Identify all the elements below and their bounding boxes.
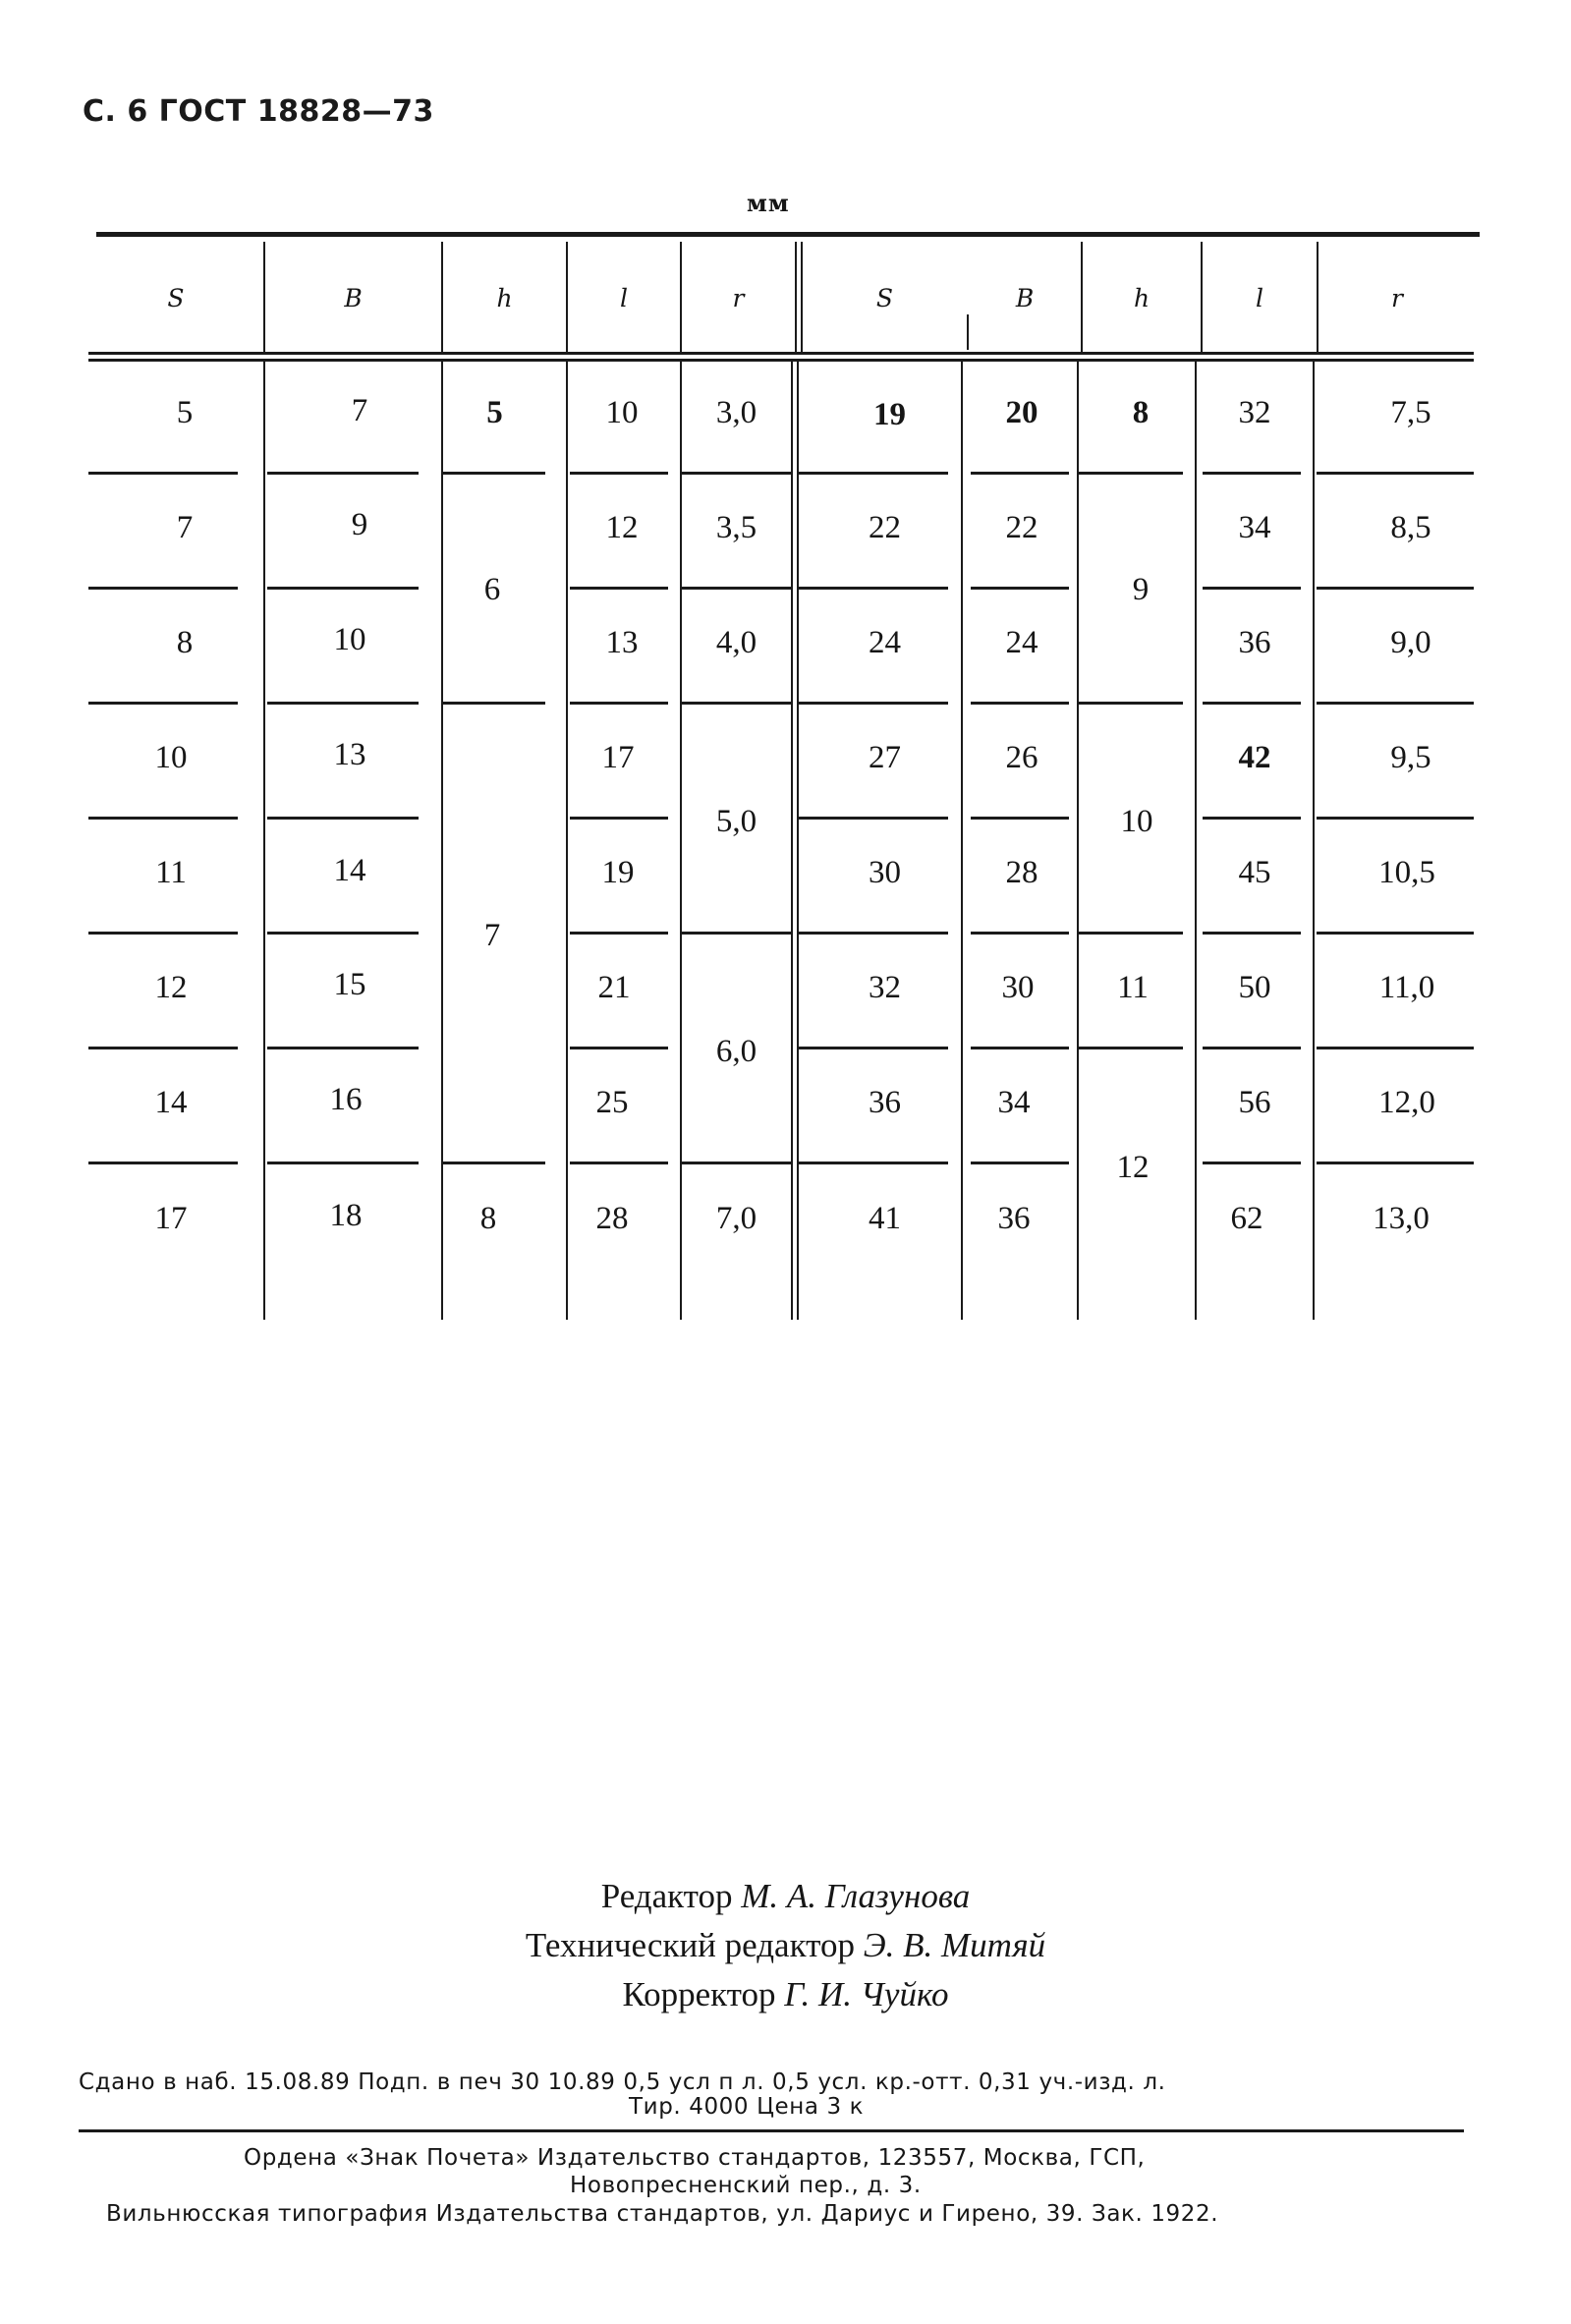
table-cell: 7,5 [1390,395,1431,430]
table-cell: 62 [1230,1201,1263,1236]
table-cell: 6 [483,572,501,607]
table-cell: 9,0 [1390,625,1431,660]
table-cell: 17 [601,740,635,775]
table-cell: 8 [479,1201,497,1236]
row-rule [799,472,948,475]
table-cell: 20 [1005,395,1038,430]
table-cell: 19 [601,855,635,890]
row-rule [88,587,238,590]
units-label: мм [747,189,790,217]
row-rule [682,587,791,590]
header-rule-2 [88,359,1474,362]
row-rule [443,702,545,705]
row-rule [570,472,668,475]
row-rule [1317,587,1474,590]
row-rule [443,1162,545,1164]
table-cell: 15 [333,967,366,1002]
row-rule [1203,1162,1301,1164]
table-cell: 10 [605,395,639,430]
row-rule [1317,472,1474,475]
col-divider-double [797,362,799,1320]
table-cell: 8 [176,625,194,660]
row-rule [570,1162,668,1164]
row-rule [1317,932,1474,935]
row-rule [88,932,238,935]
table-cell: 22 [869,510,901,545]
table-cell: 17 [154,1201,188,1236]
table-cell: 7,0 [715,1201,757,1236]
table-cell: 34 [1238,510,1271,545]
table-cell: 7 [483,918,501,953]
col-divider [566,362,568,1320]
row-rule [267,702,419,705]
table-cell: 9 [1132,572,1150,607]
table-cell: 11 [1117,970,1149,1005]
page-header: С. 6 ГОСТ 18828—73 [83,94,434,129]
row-rule [1203,702,1301,705]
row-rule [267,472,419,475]
row-rule [1203,1047,1301,1049]
row-rule [971,932,1069,935]
table-cell: 24 [869,625,901,660]
table-cell: 5,0 [715,804,757,839]
imprint-rule [79,2129,1464,2132]
tech-editor-label: Технический редактор [525,1926,855,1964]
tech-editor-name: Э. В. Митяй [863,1926,1046,1964]
imprint-line-3: Ордена «Знак Почета» Издательство стандартов, 123557, Москва, ГСП, [244,2145,1146,2171]
table-cell: 24 [1005,625,1038,660]
header-rule-1 [88,352,1474,355]
table-cell: 12 [605,510,639,545]
column-header: S [875,284,894,312]
imprint-line-4: Новопресненский пер., д. 3. [570,2173,922,2198]
row-rule [267,1047,419,1049]
column-header: r [732,284,745,312]
editor-name: М. А. Глазунова [741,1877,971,1915]
table-cell: 18 [329,1198,363,1233]
row-rule [799,932,948,935]
table-cell: 3,5 [715,510,757,545]
col-divider-double [791,362,793,1320]
row-rule [267,1162,419,1164]
row-rule [799,1047,948,1049]
row-rule [971,587,1069,590]
row-rule [971,817,1069,820]
corrector-name: Г. И. Чуйко [784,1975,949,2013]
column-header: S [167,284,185,312]
table-cell: 36 [1238,625,1271,660]
table-cell: 36 [997,1201,1031,1236]
table-cell: 13 [333,737,366,772]
col-divider-double [795,242,797,352]
table-cell: 27 [869,740,901,775]
row-rule [799,1162,948,1164]
corrector-line [0,1970,1571,2019]
row-rule [1079,932,1183,935]
row-rule [1203,587,1301,590]
table-cell: 9 [351,507,368,542]
editor-label: Редактор [600,1877,733,1915]
table-cell: 42 [1238,740,1271,775]
table-cell: 14 [333,853,366,888]
tech-editor-line [0,1921,1571,1970]
table-cell: 50 [1238,970,1271,1005]
table-cell: 10 [1120,804,1153,839]
column-header: l [620,284,628,312]
row-rule [267,817,419,820]
table-cell: 11,0 [1378,970,1435,1005]
table-cell: 16 [329,1082,363,1117]
column-header: l [1256,284,1263,312]
table-cell: 22 [1005,510,1038,545]
table-cell: 12 [154,970,188,1005]
table-cell: 12 [1116,1150,1150,1185]
table-cell: 45 [1238,855,1271,890]
table-cell: 30 [869,855,901,890]
table-cell: 32 [1238,395,1271,430]
row-rule [1317,1162,1474,1164]
table-cell: 8,5 [1390,510,1431,545]
imprint-line-1: Сдано в наб. 15.08.89 Подп. в печ 30 10.89 0,5 усл п л. 0,5 усл. кр.-отт. 0,31 уч.-изд. л. [79,2069,1166,2095]
table-cell: 10 [154,740,188,775]
row-rule [799,702,948,705]
row-rule [1203,472,1301,475]
table-cell: 9,5 [1390,740,1431,775]
table-cell: 28 [595,1201,629,1236]
row-rule [570,932,668,935]
row-rule [971,1047,1069,1049]
row-rule [88,1162,238,1164]
table-cell: 10,5 [1378,855,1435,890]
row-rule [1317,702,1474,705]
column-header: r [1391,284,1403,312]
table-cell: 41 [869,1201,901,1236]
table-cell: 13 [605,625,639,660]
table-cell: 5 [176,395,194,430]
table-cell: 30 [1001,970,1035,1005]
row-rule [682,932,791,935]
row-rule [1079,472,1183,475]
row-rule [88,702,238,705]
imprint-line-5: Вильнюсская типография Издательства стандартов, ул. Дариус и Гирено, 39. Зак. 1922. [106,2201,1219,2227]
row-rule [1203,932,1301,935]
table-cell: 8 [1132,395,1150,430]
row-rule [799,587,948,590]
column-header: B [1015,284,1035,312]
table-cell: 56 [1238,1085,1271,1120]
row-rule [570,587,668,590]
table-cell: 6,0 [715,1034,757,1069]
table-cell: 13,0 [1373,1201,1430,1236]
imprint-line-2: Тир. 4000 Цена 3 к [629,2094,865,2120]
row-rule [88,817,238,820]
row-rule [1317,1047,1474,1049]
credits-block [0,1872,1571,2019]
row-rule [88,1047,238,1049]
table-top-rule [96,232,1480,237]
row-rule [570,702,668,705]
table-cell: 26 [1005,740,1038,775]
row-rule [88,472,238,475]
row-rule [682,472,791,475]
col-divider [961,362,963,1320]
corrector-label: Корректор [622,1975,776,2013]
table-cell: 34 [997,1085,1031,1120]
col-divider [967,314,969,350]
column-header: B [344,284,363,312]
row-rule [799,817,948,820]
table-cell: 7 [351,393,368,428]
row-rule [267,932,419,935]
table-cell: 11 [155,855,187,890]
table-cell: 10 [333,622,366,657]
table-cell: 12,0 [1378,1085,1435,1120]
row-rule [682,702,791,705]
row-rule [570,817,668,820]
table-cell: 14 [154,1085,188,1120]
table-cell: 7 [176,510,194,545]
row-rule [1079,1047,1183,1049]
editor-line [0,1872,1571,1921]
column-header: h [496,284,513,312]
table-cell: 25 [595,1085,629,1120]
row-rule [1079,702,1183,705]
row-rule [971,702,1069,705]
row-rule [682,1162,791,1164]
row-rule [1317,817,1474,820]
table-cell: 19 [873,397,906,432]
row-rule [971,472,1069,475]
row-rule [570,1047,668,1049]
table-cell: 32 [869,970,901,1005]
table-cell: 36 [869,1085,901,1120]
column-header: h [1133,284,1150,312]
row-rule [971,1162,1069,1164]
row-rule [1203,817,1301,820]
table-cell: 21 [597,970,631,1005]
table-cell: 3,0 [715,395,757,430]
row-rule [267,587,419,590]
col-divider [1313,362,1315,1320]
row-rule [443,472,545,475]
table-cell: 28 [1005,855,1038,890]
table-cell: 4,0 [715,625,757,660]
table-cell: 5 [486,395,503,430]
